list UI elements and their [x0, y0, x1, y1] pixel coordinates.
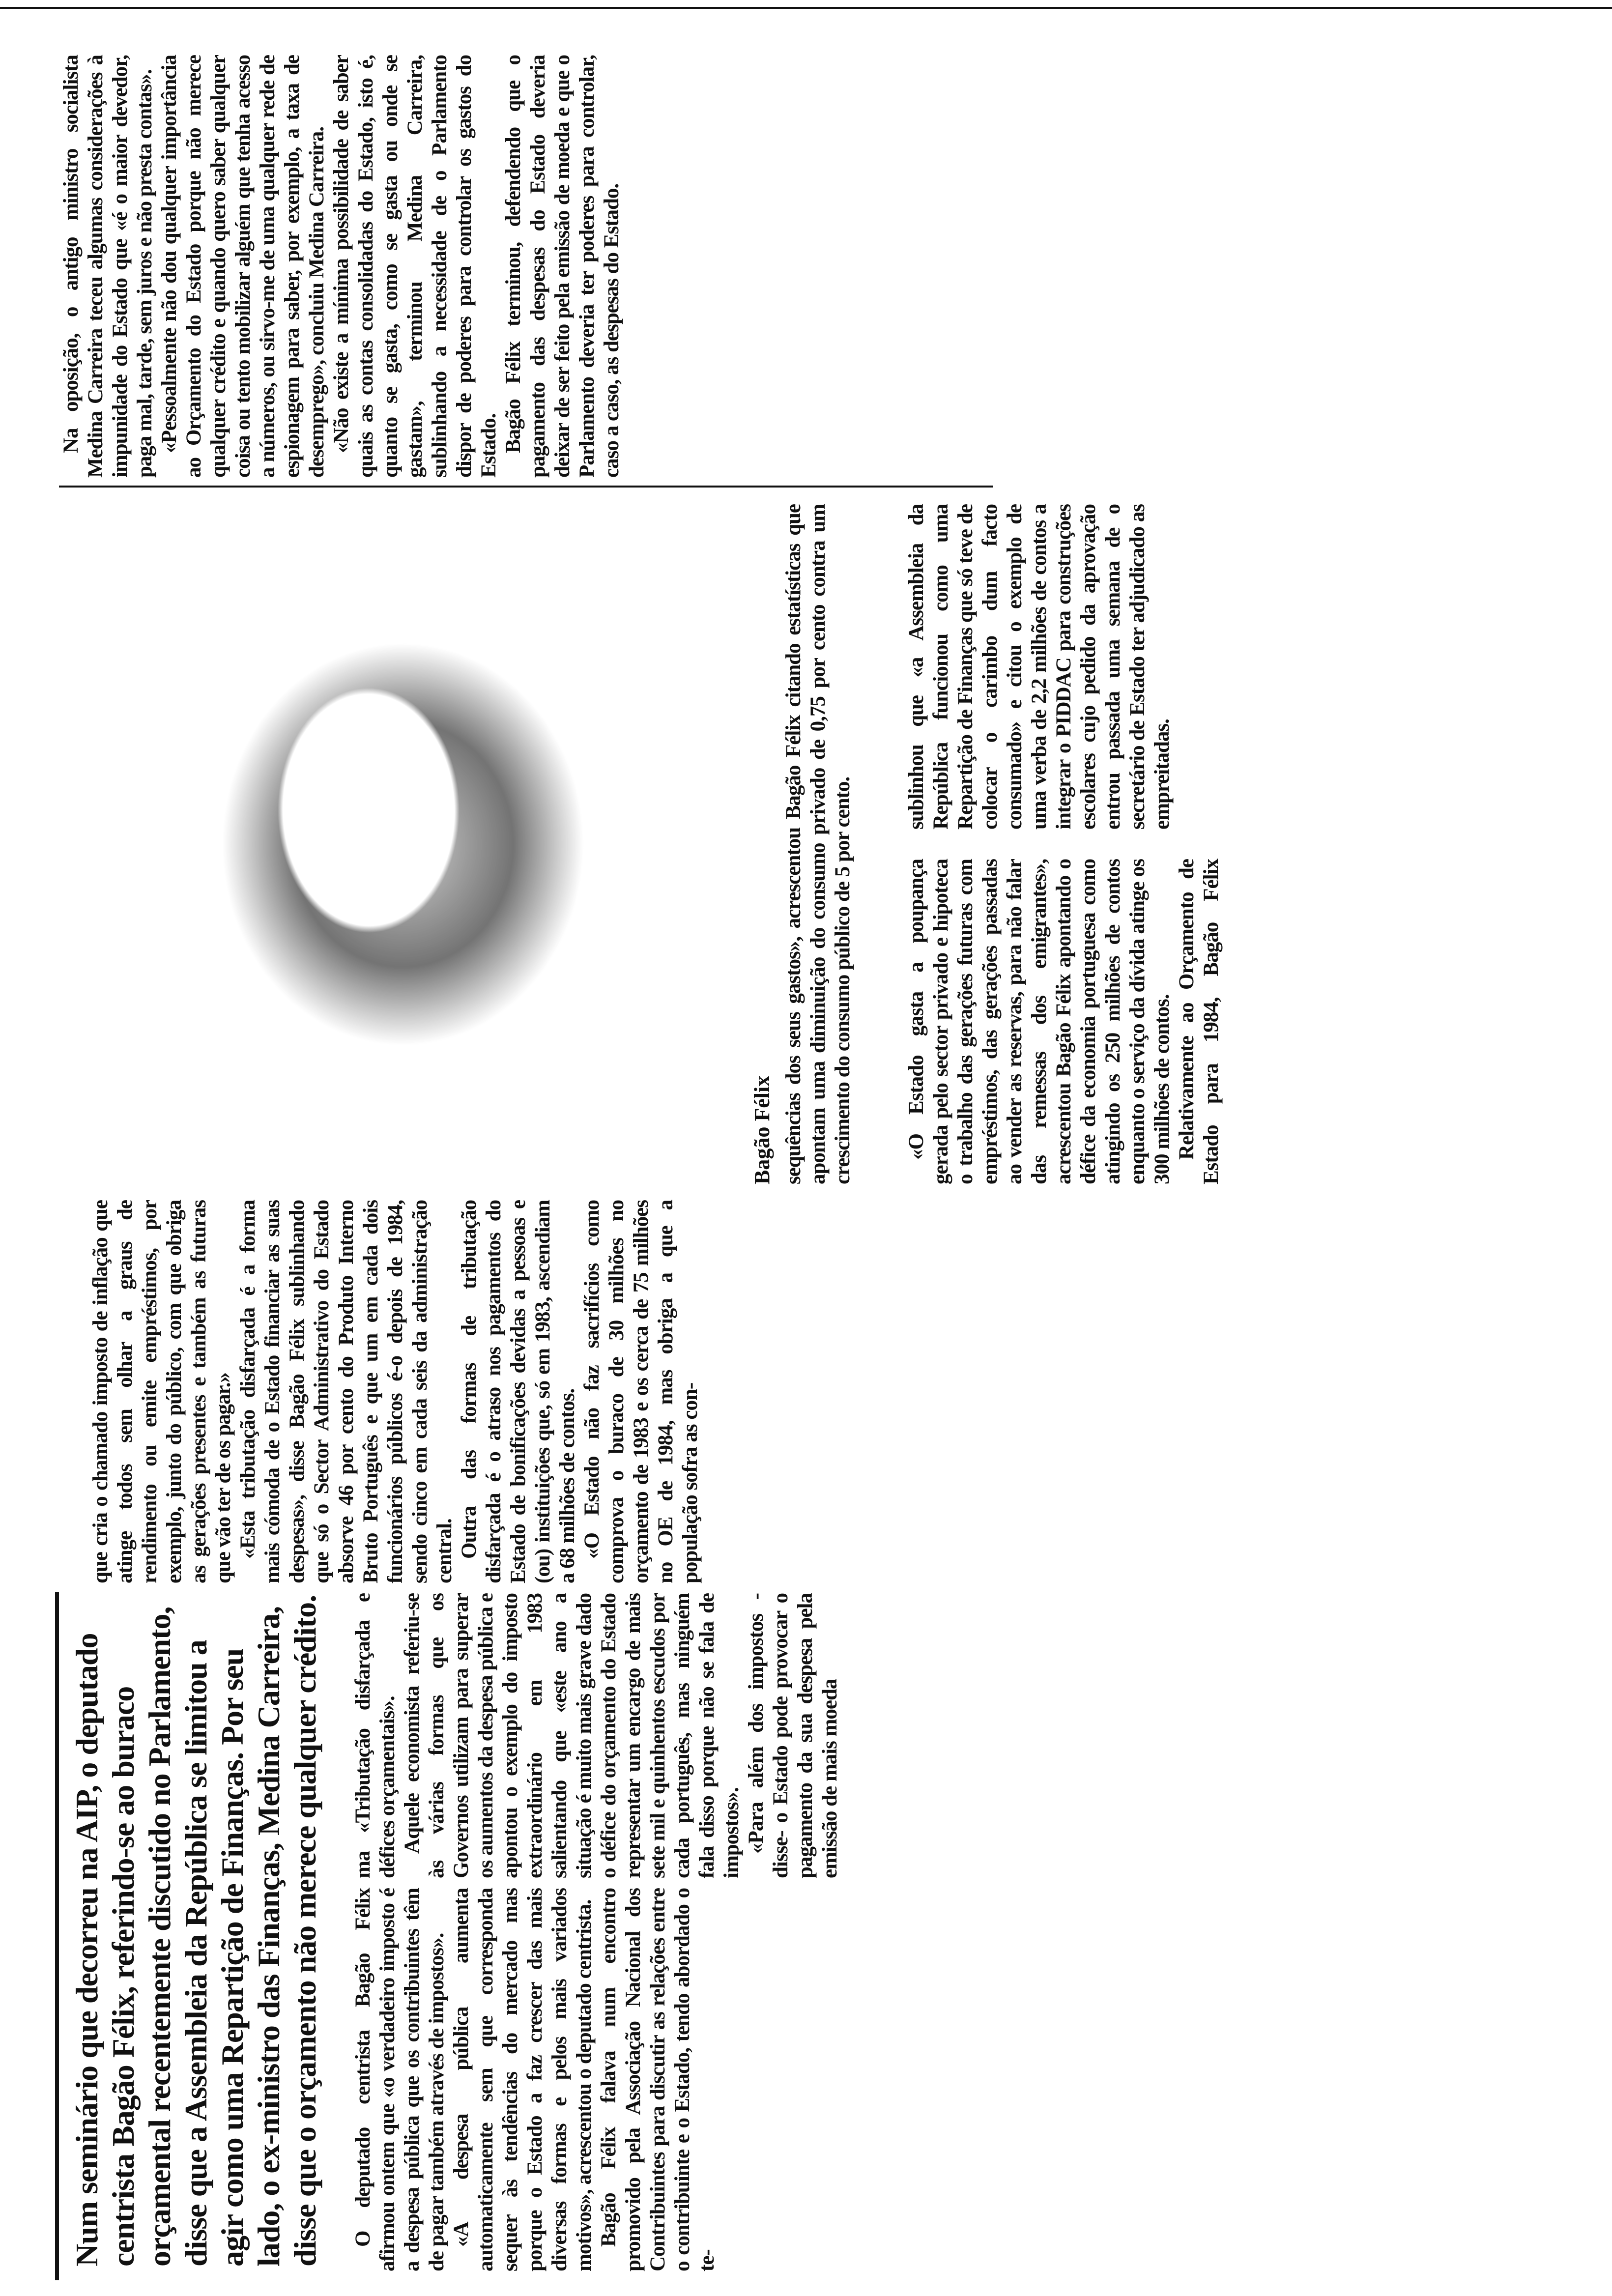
- paragraph: sequências dos seus gastos», acrescentou Bagão Félix citando estatísticas que apontam uma diminuição do consumo privado de 0,75 por cento contra um crescimento do consumo público de 5 por cento.: [782, 504, 854, 1184]
- paragraph: «Pessoalmente não dou qualquer importância ao Orçamento do Estado porque não merece qualquer crédito e quando quero saber qualquer coisa ou tento mobilizar alguém que tenha acesso a números, ou sirvo-me de uma qualquer rede de espionagem para saber, por exemplo, a taxa de desemprego», concluiu Medina Carreira.: [158, 55, 328, 478]
- paragraph: Na oposição, o antigo ministro socialista Medina Carreira teceu algumas considerações à impunidade do Estado que «é o maior devedor, paga mal, tarde, sem juros e não presta contas».: [59, 55, 156, 478]
- column-3: [88, 1200, 865, 1583]
- paragraph: que cria o chamado imposto de inflação que atinge todos sem olhar a graus de rendimento ou emite empréstimos, por exemplo, junto do público, com que obriga as gerações presentes e também as futuras que vão ter de os pagar.»: [89, 1200, 235, 1583]
- photo-caption: Bagão Félix: [750, 1075, 774, 1184]
- paragraph: O deputado centrista Bagão Félix afirmou ontem que «o verdadeiro imposto é a despesa pública que os contribuintes têm de pagar também através de impostos».: [351, 1888, 448, 2271]
- paragraph: «A despesa pública aumenta automaticamente sem que corresponda sequer às tendências do mercado mas porque o Estado a faz crescer das mais diversas formas e pelos mais variados motivos», acrescentou o deputado centrista.: [450, 1888, 596, 2271]
- column-6: [59, 55, 993, 478]
- paragraph: Aquele economista referiu-se às várias formas que os Governos utilizam para superar os aumentos da despesa pública e apontou o exemplo do imposto extraordinário em 1983 salientando que «este ano a situação é muito mais grave dado o défice do orçamento do Estado representar um encargo de mais sete mil e quinhentos escudos por cada português, mas ninguém fala disso porque não se fala de impostos».: [401, 1593, 743, 1878]
- column-4: [781, 504, 890, 1184]
- paragraph: «Não existe a mínima possibilidade de saber quais as contas consolidadas do Estado, isto é, quanto se gasta, como se gasta ou onde se gastam», terminou Medina Carreira, sublinhando a necessidade de o Parlamento dispor de poderes para controlar os gastos do Estado.: [330, 55, 500, 478]
- paragraph: Bagão Félix terminou, defendendo que o pagamento das despesas do Estado deveria deixar de ser feito pela emissão de moeda e que o Parlamento deveria ter poderes para controlar, caso a caso, as despesas do Estado.: [502, 55, 623, 478]
- portrait-photo: [59, 504, 747, 1184]
- paragraph: ma «Tributação disfarçada e défices orçamentais».: [351, 1593, 399, 1878]
- paragraph: «Para além dos impostos -disse- o Estado pode provocar o pagamento da sua despesa pela emissão de mais moeda: [745, 1593, 841, 1878]
- paragraph: «O Estado não faz sacrifícios como comprova o buraco de 30 milhões no orçamento de 1983 e os cerca de 75 milhões no OE de 1984, mas obriga a que a população sofra as con-: [580, 1200, 702, 1583]
- article-lead: Num seminário que decorreu na AIP, o deputado centrista Bagão Félix, referindo-se ao buraco orçamental recentemente discutido no Parlamento, disse que a Assembleia da República se limitou a agir como uma Repartição de Finanças. Por seu lado, o ex-ministro das Finanças, Medina Carreira, disse que o orçamento não merece qualquer crédito.: [69, 1595, 322, 2267]
- paragraph: «Esta tributação disfarçada é a forma mais cómoda de o Estado financiar as suas despesas», disse Bagão Félix sublinhando que só o Sector Administrativo do Estado absorve 46 por cento do Produto Interno Bruto Português e que um em cada dois funcionários públicos é-o depois de 1984, sendo cinco em cada seis da administração central.: [236, 1200, 456, 1583]
- column-rule: [59, 486, 993, 488]
- paragraph: «O Estado gasta a poupança gerada pelo sector privado e hipoteca o trabalho das gerações futuras com empréstimos, das gerações passadas ao vender as reservas, para não falar das remessas dos emigrantes», acrescentou Bagão Félix apontando o défice da economia portuguesa como atingindo os 250 milhões de contos enquanto o serviço da dívida atinge os 300 milhões de contos.: [905, 859, 1174, 1184]
- column-5: [904, 504, 1592, 1184]
- paragraph: Relativamente ao Orçamento de Estado para 1984, Bagão Félix sublinhou que «a Assembleia da República funcionou como uma Repartição de Finanças que só teve de colocar o carimbo dum facto consumado» e citou o exemplo de uma verba de 2,2 milhões de contos a integrar o PIDDAC para construções escolares cujo pedido da aprovação entrou passada uma semana de o secretário de Estado ter adjudicado as empreitadas.: [905, 504, 1223, 1184]
- paragraph: Outra das formas de tributação disfarçada é o atraso nos pagamentos do Estado de bonificações devidas a pessoas e (ou) instituições que, só em 1983, ascendiam a 68 milhões de contos.: [458, 1200, 579, 1583]
- column-1: [351, 1888, 862, 2271]
- paragraph: Bagão Félix falava num encontro promovido pela Associação Nacional dos Contribuintes para discutir as relações entre o contribuinte e o Estado, tendo abordado o te-: [597, 1888, 719, 2271]
- column-2: [351, 1593, 862, 1878]
